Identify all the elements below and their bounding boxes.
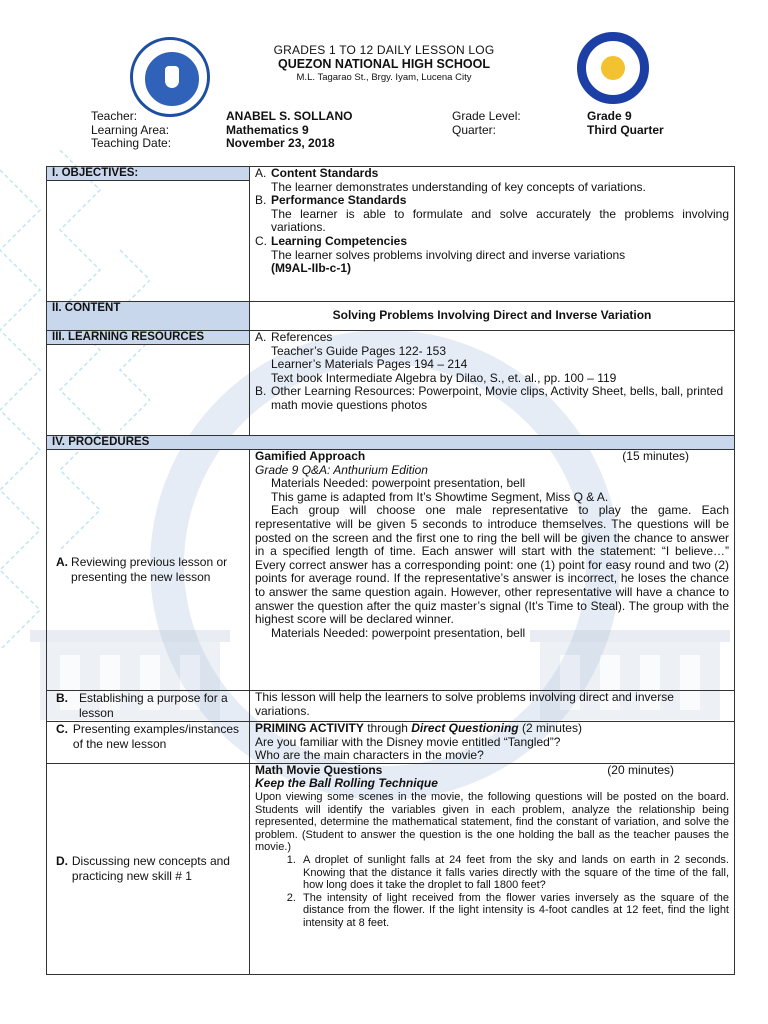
resources-label: III. LEARNING RESOURCES <box>47 331 249 345</box>
resources-content: A. References Teacher’s Guide Pages 122- 153 Learner’s Materials Pages 194 – 214 Text book Intermediate Algebra by Dilao, S., et. al., pp. 100 – 119 B. Other Learning Resources: Powerpoint, Movie clips, Activity Sheet, bells, ball, printed math movie questions photos <box>250 331 735 436</box>
procedure-c-label: Presenting examples/instances of the new lesson <box>72 722 240 751</box>
teaching-date: November 23, 2018 <box>226 136 335 151</box>
materials-needed: Materials Needed: powerpoint presentation, bell <box>271 476 526 491</box>
quarter-label: Quarter: <box>452 122 497 137</box>
procedure-c-time: (2 minutes) <box>518 721 582 735</box>
procedure-b-label: Establishing a purpose for a lesson <box>78 691 228 720</box>
procedures-label: IV. PROCEDURES <box>47 436 735 450</box>
competency-code: (M9AL-IIb-c-1) <box>271 261 351 276</box>
teacher-name: ANABEL S. SOLLANO <box>226 109 353 123</box>
content-row <box>47 302 735 331</box>
priming-activity-title: PRIMING ACTIVITY <box>255 721 364 735</box>
technique-title: Keep the Ball Rolling Technique <box>255 776 438 791</box>
game-instructions: Each group will choose one male representative to play the game. Each representative will be given 5 seconds to introduce themselves. The questions will be posted on the screen and the first one to ring the bell will be given the chance to answer in a specified length of time. Each answer will start with the statement: “I believe…” Every correct answer has a corresponding point: one (1) point for easy round and two (2) points for average round. If the representative’s answer is incorrect, he loses the chance to answer the same question again. However, other representative will have a chance to answer the question after the quiz master’s signal (It’s Time to Steal). The group with the highest score will be declared winner. <box>255 503 729 627</box>
procedure-a-time: (15 minutes) <box>622 449 689 463</box>
procedure-a-content <box>250 450 735 691</box>
direct-questioning: Direct Questioning <box>411 721 519 735</box>
procedure-a-label: Reviewing previous lesson or presenting the new lesson <box>71 555 228 584</box>
gamified-approach-title: Gamified Approach <box>255 449 366 463</box>
resources-row <box>47 331 735 436</box>
info-values-right <box>587 110 664 137</box>
objectives-label: I. OBJECTIVES: <box>47 167 249 181</box>
teachers-guide: Teacher’s Guide Pages 122- 153 <box>271 343 447 358</box>
area-label: Learning Area: <box>91 122 170 137</box>
priming-question-2: Who are the main characters in the movie? <box>255 748 484 763</box>
movie-instructions: Upon viewing some scenes in the movie, the following questions will be posted on the board. Students will identify the variables given in each problem, analyze the relationship being represented, determine the mathematical statement, find the constant of variation, and solve the problem. (Student to answer the question is the one holding the ball as the teacher pauses the movie.) <box>255 790 729 854</box>
procedure-c-content: PRIMING ACTIVITY through Direct Questioning (2 minutes) Are you familiar with the Disney movie entitled “Tangled”? Who are the main characters in the movie? <box>250 722 735 764</box>
content-topic: Solving Problems Involving Direct and Inverse Variation <box>250 302 735 331</box>
learning-competencies-title: Learning Competencies <box>271 233 408 248</box>
info-labels-left <box>91 110 171 151</box>
math-movie-title: Math Movie Questions <box>255 762 383 777</box>
objectives-label-cell <box>47 167 250 302</box>
procedure-d-label: Discussing new concepts and practicing new skill # 1 <box>71 853 230 883</box>
resources-label-cell <box>47 331 250 436</box>
teacher-label: Teacher: <box>91 109 138 123</box>
learning-competencies-text: The learner solves problems involving direct and inverse variations (M9AL-IIb-c-1) <box>255 249 729 276</box>
performance-standards-text: The learner is able to formulate and solve accurately the problems involving variations. <box>271 206 729 235</box>
procedure-d-time: (20 minutes) <box>607 762 674 777</box>
objectives-row <box>47 167 735 302</box>
game-subtitle: Grade 9 Q&A: Anthurium Edition <box>255 462 428 477</box>
procedure-b-content: This lesson will help the learners to solve problems involving direct and inverse variations. <box>250 691 735 722</box>
procedures-header-row <box>47 436 735 450</box>
objectives-content: A. Content Standards The learner demonstrates understanding of key concepts of variations. B. Performance Standards The learner is able to formulate and solve accurately the problems involving variations. C. Learning Competencies The learner solves problems involving direct and inverse variations (M9AL-IIb-c-1) <box>250 167 735 302</box>
procedure-d-content <box>250 763 735 974</box>
list-item: 1. A droplet of sunlight falls at 24 feet from the sky and lands on earth in 2 seconds. Knowing that the distance it falls varies directly with the square of the time of the fall, how long does it take the droplet to fall 1800 feet? <box>299 854 729 892</box>
learners-materials: Learner’s Materials Pages 194 – 214 <box>271 357 468 372</box>
log-title: GRADES 1 TO 12 DAILY LESSON LOG <box>273 43 495 57</box>
info-labels-right <box>452 110 521 137</box>
movie-question-list <box>255 854 729 930</box>
references-title: References <box>271 330 333 344</box>
procedure-b-row: B. Establishing a purpose for a lesson This lesson will help the learners to solve problems involving direct and inverse variations. <box>47 691 735 722</box>
priming-question-1: Are you familiar with the Disney movie entitled “Tangled”? <box>255 734 561 749</box>
lesson-log-table <box>46 166 735 975</box>
game-adapted: This game is adapted from It’s Showtime Segment, Miss Q & A. <box>271 489 609 504</box>
quarter: Third Quarter <box>587 122 664 137</box>
school-address: M.L. Tagarao St., Brgy. Iyam, Lucena City <box>296 72 472 83</box>
procedure-d-row: D. Discussing new concepts and practicing new skill # 1 Math Movie Questions (20 minutes) Keep the Ball Rolling Technique Upon viewing some scenes in the movie, the following questions will be posted on the board. Students will identify the variables given in each problem, analyze the relationship being represented, determine the mathematical statement, find the constant of variation, and solve the problem. (Student to answer the question is the one holding the ball as the teacher pauses the movie.) 1. A droplet of sunlight falls at 24 feet from the sky and lands on earth in 2 seconds. Knowing that the distance it falls varies directly with the square of the time of the fall, how long does it take the droplet to fall 1800 feet? 2. The intensity of light received from the flower varies inversely as the square of the distance from the flower. If the light intensity is 4-foot candles at 12 feet, find the light intensity at 8 feet. <box>47 763 735 974</box>
grade-label: Grade Level: <box>452 109 521 123</box>
info-values-left <box>226 110 352 151</box>
grade-level: Grade 9 <box>587 109 632 123</box>
performance-standards-title: Performance Standards <box>271 193 407 208</box>
procedure-a-row: A. Reviewing previous lesson or presenting the new lesson Gamified Approach (15 minutes) Grade 9 Q&A: Anthurium Edition Materials Needed: powerpoint presentation, bell This game is adapted from It’s Showtime Segment, Miss Q & A. Each group will choose one male representative to play the game. Each representative will be given 5 seconds to introduce themselves. The questions will be posted on the screen and the first one to ring the bell will be given the chance to answer in a specified length of time. Each answer will start with the statement: “I believe…” Every correct answer has a corresponding point: one (1) point for easy round and two (2) points for average round. If the representative’s answer is incorrect, he loses the chance to answer the same question again. However, other representative will have a chance to answer the question after the quiz master’s signal (It’s Time to Steal). The group with the highest score will be declared winner. Materials Needed: powerpoint presentation, bell <box>47 450 735 691</box>
school-name: QUEZON NATIONAL HIGH SCHOOL <box>277 57 491 71</box>
other-resources: Other Learning Resources: Powerpoint, Movie clips, Activity Sheet, bells, ball, printed math movie questions photos <box>271 384 724 412</box>
materials-needed-2: Materials Needed: powerpoint presentation, bell <box>271 625 526 640</box>
content-standards-text: The learner demonstrates understanding of key concepts of variations. <box>271 179 646 194</box>
textbook: Text book Intermediate Algebra by Dilao, S., et. al., pp. 100 – 119 <box>271 370 617 385</box>
content-standards-title: Content Standards <box>271 166 379 180</box>
learning-area: Mathematics 9 <box>226 122 309 137</box>
date-label: Teaching Date: <box>91 136 172 151</box>
list-item: 2. The intensity of light received from the flower varies inversely as the square of the distance from the flower. If the light intensity is 4-foot candles at 12 feet, find the light intensity at 8 feet. <box>299 892 729 930</box>
content-label: II. CONTENT <box>47 302 250 331</box>
procedure-c-row: C. Presenting examples/instances of the new lesson PRIMING ACTIVITY through Direct Questioning (2 minutes) Are you familiar with the Disney movie entitled “Tangled”? Who are the main characters in the movie? <box>47 722 735 764</box>
